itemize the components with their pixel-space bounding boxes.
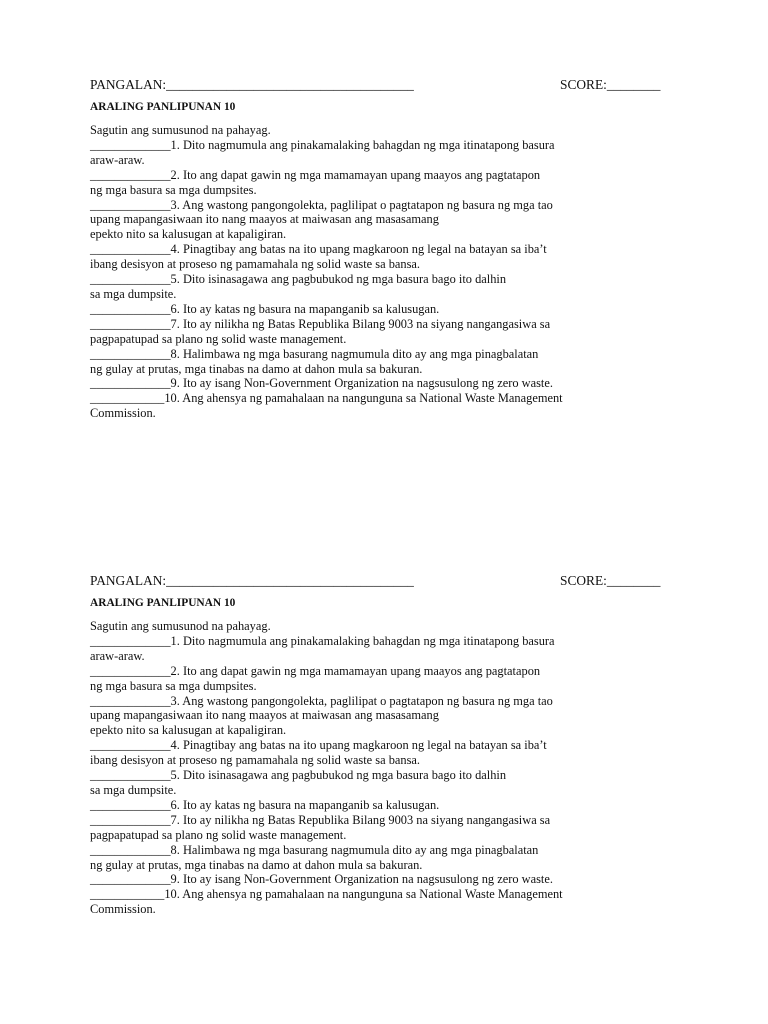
- question-text: upang mapangasiwaan ito nang maayos at maiwasan ang masasamang: [90, 212, 439, 227]
- question-line: [90, 843, 670, 858]
- answer-blank: _____________: [90, 376, 171, 391]
- question-line: [90, 679, 670, 694]
- subject-title: ARALING PANLIPUNAN 10: [90, 101, 236, 113]
- answer-blank: _____________: [90, 316, 171, 331]
- header-row: [90, 572, 670, 590]
- score-field: [560, 76, 660, 94]
- question-item: [90, 302, 670, 317]
- name-blank: _____________________________________: [166, 77, 414, 92]
- instructions: Sagutin ang sumusunod na pahayag.: [90, 123, 271, 137]
- question-item: [90, 168, 670, 198]
- question-item: [90, 272, 670, 302]
- name-field: [90, 76, 414, 94]
- question-text: 7. Ito ay nilikha ng Batas Republika Bilang 9003 na siyang nangangasiwa sa: [170, 812, 551, 827]
- answer-blank: _____________: [90, 872, 171, 887]
- question-line: [90, 376, 670, 391]
- answer-blank: _____________: [90, 346, 171, 361]
- question-item: [90, 872, 670, 887]
- answer-blank: _____________: [90, 693, 171, 708]
- quiz-section-bottom: [90, 572, 670, 917]
- question-text: 3. Ang wastong pangongolekta, paglilipat o pagtatapon ng basura ng mga tao: [170, 197, 553, 212]
- subject-title: ARALING PANLIPUNAN 10: [90, 597, 236, 609]
- question-line: [90, 887, 670, 902]
- question-text: ibang desisyon at proseso ng pamamahala ng solid waste sa bansa.: [90, 257, 420, 272]
- question-line: [90, 257, 670, 272]
- question-text: pagpapatupad sa plano ng solid waste management.: [90, 827, 347, 842]
- quiz-section-top: [90, 76, 670, 421]
- question-line: [90, 828, 670, 843]
- score-label: SCORE:: [560, 573, 607, 588]
- question-item: [90, 664, 670, 694]
- question-line: [90, 347, 670, 362]
- question-item: [90, 347, 670, 377]
- question-list: [90, 138, 670, 421]
- question-text: araw-araw.: [90, 152, 145, 167]
- question-text: 3. Ang wastong pangongolekta, paglilipat o pagtatapon ng basura ng mga tao: [170, 693, 553, 708]
- score-blank: ________: [606, 573, 661, 588]
- question-line: [90, 317, 670, 332]
- question-text: 6. Ito ay katas ng basura na mapanganib sa kalusugan.: [170, 797, 440, 812]
- question-line: [90, 198, 670, 213]
- answer-blank: _____________: [90, 633, 171, 648]
- question-line: [90, 634, 670, 649]
- question-line: [90, 183, 670, 198]
- question-text: 6. Ito ay katas ng basura na mapanganib sa kalusugan.: [170, 301, 440, 316]
- question-item: [90, 738, 670, 768]
- question-text: 9. Ito ay isang Non-Government Organization na nagsusulong ng zero waste.: [170, 376, 553, 391]
- name-label: PANGALAN:: [90, 77, 167, 92]
- score-field: [560, 572, 660, 590]
- question-text: sa mga dumpsite.: [90, 286, 177, 301]
- question-line: [90, 332, 670, 347]
- question-text: 8. Halimbawa ng mga basurang nagmumula dito ay ang mga pinagbalatan: [170, 842, 539, 857]
- question-item: [90, 798, 670, 813]
- question-line: [90, 302, 670, 317]
- answer-blank: _____________: [90, 738, 171, 753]
- answer-blank: _____________: [90, 842, 171, 857]
- question-text: sa mga dumpsite.: [90, 782, 177, 797]
- question-item: [90, 376, 670, 391]
- answer-blank: ____________: [90, 391, 165, 406]
- answer-blank: _____________: [90, 242, 171, 257]
- question-line: [90, 242, 670, 257]
- question-line: [90, 153, 670, 168]
- question-text: 5. Dito isinasagawa ang pagbubukod ng mga basura bago ito dalhin: [170, 768, 507, 783]
- question-text: ng gulay at prutas, mga tinabas na damo at dahon mula sa bakuran.: [90, 857, 423, 872]
- score-blank: ________: [606, 77, 661, 92]
- question-list: [90, 634, 670, 917]
- answer-blank: ____________: [90, 887, 165, 902]
- question-text: 10. Ang ahensya ng pamahalaan na nangunguna sa National Waste Management: [164, 887, 563, 902]
- question-item: [90, 887, 670, 917]
- question-item: [90, 317, 670, 347]
- header-row: [90, 76, 670, 94]
- question-item: [90, 694, 670, 739]
- question-line: [90, 664, 670, 679]
- question-line: [90, 813, 670, 828]
- question-text: pagpapatupad sa plano ng solid waste management.: [90, 331, 347, 346]
- question-text: 7. Ito ay nilikha ng Batas Republika Bilang 9003 na siyang nangangasiwa sa: [170, 316, 551, 331]
- question-text: 9. Ito ay isang Non-Government Organization na nagsusulong ng zero waste.: [170, 872, 553, 887]
- question-item: [90, 768, 670, 798]
- question-line: [90, 902, 670, 917]
- name-label: PANGALAN:: [90, 573, 167, 588]
- question-text: 1. Dito nagmumula ang pinakamalaking bahagdan ng mga itinatapong basura: [170, 137, 555, 152]
- question-text: 4. Pinagtibay ang batas na ito upang magkaroon ng legal na batayan sa iba’t: [170, 242, 547, 257]
- question-line: [90, 872, 670, 887]
- answer-blank: _____________: [90, 137, 171, 152]
- answer-blank: _____________: [90, 197, 171, 212]
- answer-blank: _____________: [90, 797, 171, 812]
- question-line: [90, 798, 670, 813]
- question-text: 4. Pinagtibay ang batas na ito upang magkaroon ng legal na batayan sa iba’t: [170, 738, 547, 753]
- question-line: [90, 391, 670, 406]
- answer-blank: _____________: [90, 272, 171, 287]
- answer-blank: _____________: [90, 167, 171, 182]
- question-line: [90, 227, 670, 242]
- question-text: Commission.: [90, 406, 156, 421]
- question-line: [90, 723, 670, 738]
- question-text: Commission.: [90, 902, 156, 917]
- question-line: [90, 168, 670, 183]
- question-line: [90, 768, 670, 783]
- question-line: [90, 649, 670, 664]
- question-item: [90, 242, 670, 272]
- question-line: [90, 708, 670, 723]
- question-text: 5. Dito isinasagawa ang pagbubukod ng mga basura bago ito dalhin: [170, 272, 507, 287]
- question-text: 2. Ito ang dapat gawin ng mga mamamayan upang maayos ang pagtatapon: [170, 167, 541, 182]
- answer-blank: _____________: [90, 663, 171, 678]
- question-text: ibang desisyon at proseso ng pamamahala ng solid waste sa bansa.: [90, 753, 420, 768]
- question-line: [90, 694, 670, 709]
- question-line: [90, 212, 670, 227]
- name-field: [90, 572, 414, 590]
- score-label: SCORE:: [560, 77, 607, 92]
- question-line: [90, 753, 670, 768]
- question-item: [90, 634, 670, 664]
- question-line: [90, 287, 670, 302]
- question-item: [90, 198, 670, 243]
- answer-blank: _____________: [90, 301, 171, 316]
- question-text: ng gulay at prutas, mga tinabas na damo at dahon mula sa bakuran.: [90, 361, 423, 376]
- question-line: [90, 406, 670, 421]
- question-line: [90, 738, 670, 753]
- question-item: [90, 138, 670, 168]
- question-text: epekto nito sa kalusugan at kapaligiran.: [90, 227, 287, 242]
- question-item: [90, 843, 670, 873]
- answer-blank: _____________: [90, 812, 171, 827]
- question-line: [90, 138, 670, 153]
- answer-blank: _____________: [90, 768, 171, 783]
- question-text: 10. Ang ahensya ng pamahalaan na nangunguna sa National Waste Management: [164, 391, 563, 406]
- question-text: 1. Dito nagmumula ang pinakamalaking bahagdan ng mga itinatapong basura: [170, 633, 555, 648]
- question-line: [90, 362, 670, 377]
- question-text: 2. Ito ang dapat gawin ng mga mamamayan upang maayos ang pagtatapon: [170, 663, 541, 678]
- question-line: [90, 272, 670, 287]
- question-text: ng mga basura sa mga dumpsites.: [90, 182, 257, 197]
- question-line: [90, 783, 670, 798]
- question-text: araw-araw.: [90, 648, 145, 663]
- question-item: [90, 391, 670, 421]
- question-text: upang mapangasiwaan ito nang maayos at maiwasan ang masasamang: [90, 708, 439, 723]
- question-item: [90, 813, 670, 843]
- name-blank: _____________________________________: [166, 573, 414, 588]
- instructions: Sagutin ang sumusunod na pahayag.: [90, 619, 271, 633]
- question-text: ng mga basura sa mga dumpsites.: [90, 678, 257, 693]
- question-text: 8. Halimbawa ng mga basurang nagmumula dito ay ang mga pinagbalatan: [170, 346, 539, 361]
- question-text: epekto nito sa kalusugan at kapaligiran.: [90, 723, 287, 738]
- question-line: [90, 858, 670, 873]
